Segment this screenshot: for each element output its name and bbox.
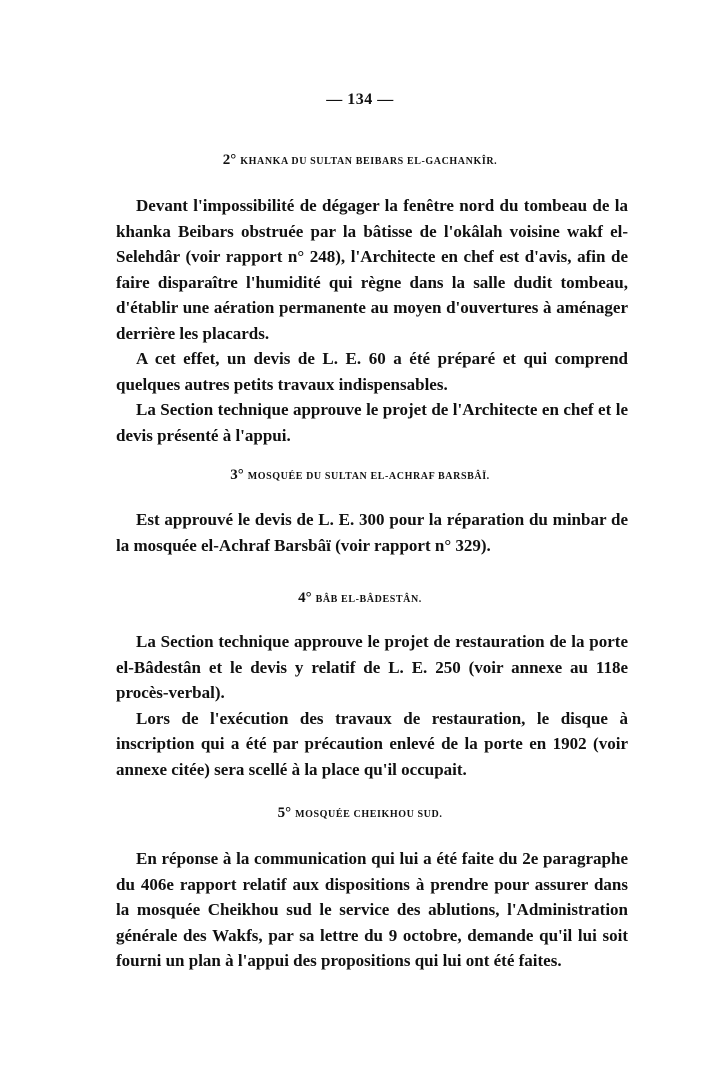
section-heading-2 (0, 152, 720, 169)
paragraph: En réponse à la communication qui lui a été faite du 2e paragraphe du 406e rapport relatif aux dispositions à prendre pour assurer dans la mosquée Cheikhou sud le service des ablutions, l'Administration générale des Wakfs, par sa lettre du 9 octobre, demande qu'il lui soit fourni un plan à l'appui des propositions qui lui ont été faites. (116, 849, 628, 970)
section-number: 3° (230, 467, 244, 483)
section-title: MOSQUÉE DU SULTAN EL-ACHRAF BARSBÂÏ. (247, 471, 490, 482)
section-title: BÂB EL-BÂDESTÂN. (315, 594, 422, 605)
paragraph: A cet effet, un devis de L. E. 60 a été préparé et qui comprend quelques autres petits travaux indispensables. (116, 349, 628, 394)
section-body-4 (116, 629, 628, 782)
section-number: 5° (277, 805, 292, 821)
paragraph: La Section technique approuve le projet de restauration de la porte el-Bâdestân et le devis y relatif de L. E. 250 (voir annexe au 118e procès-verbal). (116, 632, 628, 702)
paragraph: Est approuvé le devis de L. E. 300 pour la réparation du minbar de la mosquée el-Achraf Barsbâï (voir rapport n° 329). (116, 510, 628, 555)
section-title: KHANKA DU SULTAN BEIBARS EL-GACHANKÎR. (240, 156, 498, 167)
section-heading-3 (0, 467, 720, 484)
section-title: MOSQUÉE CHEIKHOU SUD. (295, 809, 443, 820)
section-body-5 (116, 846, 628, 974)
section-number: 4° (298, 590, 312, 606)
section-body-3 (116, 507, 628, 558)
section-heading-5 (0, 805, 720, 822)
section-body-2 (116, 193, 628, 448)
section-number: 2° (222, 152, 237, 168)
paragraph: Devant l'impossibilité de dégager la fenêtre nord du tombeau de la khanka Beibars obstruée par la bâtisse de l'okâlah voisine wakf el-Selehdâr (voir rapport n° 248), l'Architecte en chef est d'avis, afin de faire disparaître l'humidité qui règne dans la salle dudit tombeau, d'établir une aération permanente au moyen d'ouvertures à aménager derrière les placards. (116, 196, 628, 343)
paragraph: Lors de l'exécution des travaux de restauration, le disque à inscription qui a été par précaution enlevé de la porte en 1902 (voir annexe citée) sera scellé à la place qu'il occupait. (116, 708, 628, 779)
paragraph: La Section technique approuve le projet de l'Architecte en chef et le devis présenté à l'appui. (116, 400, 628, 445)
page-number: — 134 — (326, 91, 394, 108)
section-heading-4 (0, 590, 720, 607)
